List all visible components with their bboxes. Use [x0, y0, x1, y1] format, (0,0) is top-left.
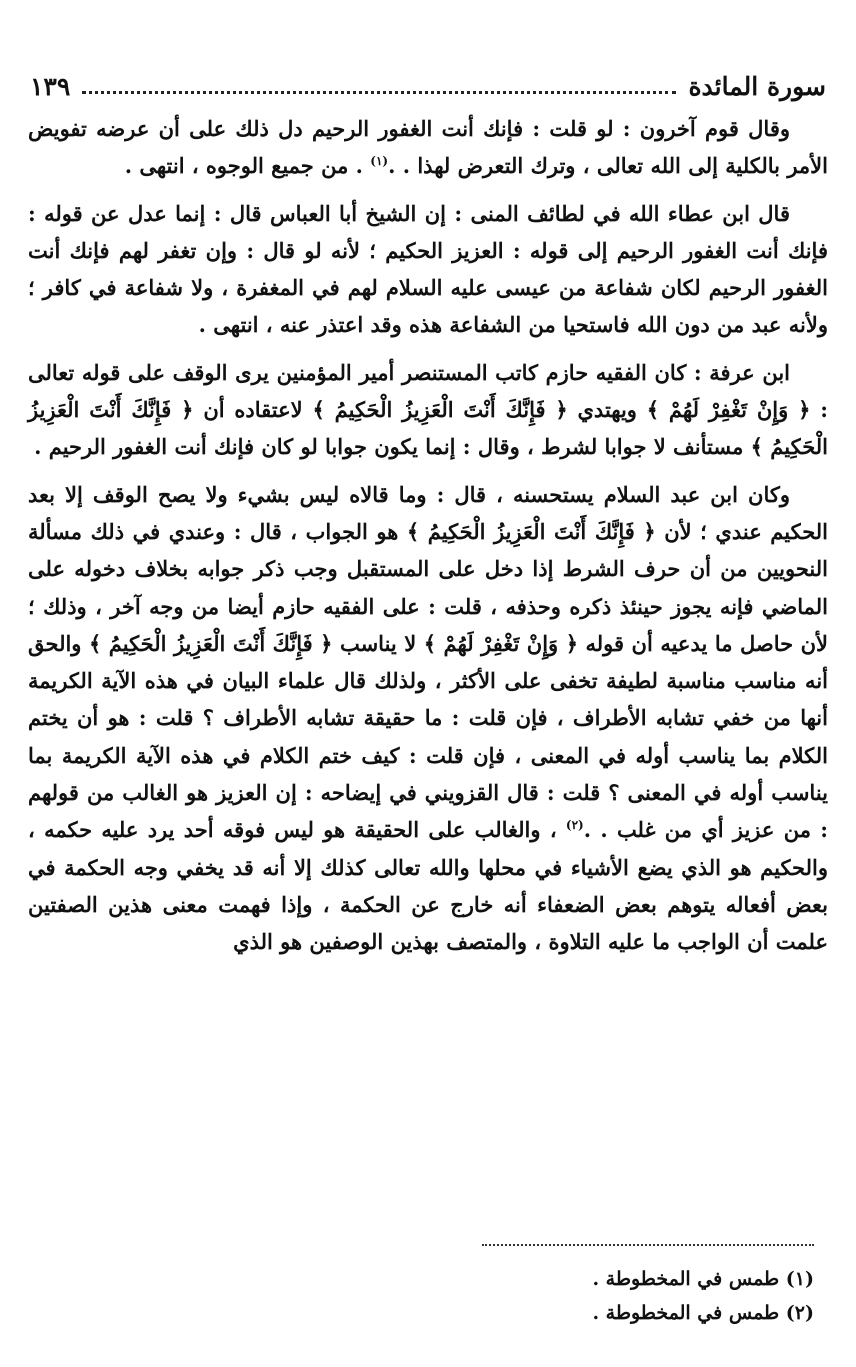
- paragraph-1-text: وقال قوم آخرون : لو قلت : فإنك أنت الغفور الرحيم دل ذلك على أن عرضه تفويض الأمر بالكلية إلى الله تعالى ، وترك التعرض لهذا . .: [28, 116, 828, 179]
- running-header: [30, 68, 826, 104]
- surah-title: سورة المائدة: [688, 71, 826, 101]
- footnote-ref-2: (٢): [565, 818, 584, 833]
- footnote-ref-1: (١): [370, 154, 389, 169]
- footnotes: [42, 1262, 814, 1330]
- paragraph-4-text: وكان ابن عبد السلام يستحسنه ، قال : وما قالاه ليس بشيء ولا يصح الوقف إلا بعد الحكيم عندي ؛ لأن ﴿ فَإِنَّكَ أَنْتَ الْعَزِيزُ الْحَكِيمُ ﴾ هو الجواب ، قال : وعندي في ذلك مسألة النحويين من أن حرف الشرط إذا دخل على المستقبل وجب ذكر جوابه بخلاف دخوله على الماضي فإنه يجوز حينئذ ذكره وحذفه ، قلت : على الفقيه حازم أيضا من وجه آخر ، وذلك ؛ لأن حاصل ما يدعيه أن قوله ﴿ وَإِنْ تَغْفِرْ لَهُمْ ﴾ لا يناسب ﴿ فَإِنَّكَ أَنْتَ الْعَزِيزُ الْحَكِيمُ ﴾ والحق أنه مناسب مناسبة لطيفة تخفى على الأكثر ، ولذلك قال علماء البيان في هذه الآية الكريمة أنها من خفي تشابه الأطراف ، فإن قلت : ما حقيقة تشابه الأطراف ؟ قلت : هو أن يختم الكلام بما يناسب أوله في المعنى ، فإن قلت : كيف ختم الكلام في هذه الآية الكريمة بما يناسب أوله في المعنى ؟ قلت : قال القزويني في إيضاحه : إن العزيز هو الغالب من قولهم : من عزيز أي من غلب . .: [28, 481, 828, 843]
- paragraph-1-text-cont: . من جميع الوجوه ، انتهى .: [124, 153, 363, 179]
- paragraph-4: [28, 476, 828, 961]
- footnote-divider: [482, 1244, 814, 1246]
- footnote-1: (١) طمس في المخطوطة .: [592, 1268, 814, 1290]
- page-number: ١٣٩: [30, 71, 71, 101]
- main-text: [28, 110, 828, 971]
- header-dot-leader: [82, 91, 676, 94]
- paragraph-3: ابن عرفة : كان الفقيه حازم كاتب المستنصر أمير المؤمنين يرى الوقف على قوله تعالى : ﴿ وَإِنْ تَغْفِرْ لَهُمْ ﴾ ويهتدي ﴿ فَإِنَّكَ أَنْتَ الْعَزِيزُ الْحَكِيمُ ﴾ لاعتقاده أن ﴿ فَإِنَّكَ أَنْتَ الْعَزِيزُ الْحَكِيمُ ﴾ مستأنف لا جوابا لشرط ، وقال : إنما يكون جوابا لو كان فإنك أنت الغفور الرحيم .: [28, 359, 828, 460]
- footnote-2: (٢) طمس في المخطوطة .: [592, 1302, 814, 1324]
- paragraph-4-text-cont: ، والغالب على الحقيقة هو ليس فوقه أحد يرد عليه حكمه ، والحكيم هو الذي يضع الأشياء في محلها والله تعالى كذلك إلا أنه قد يخفي وجه الحكمة في بعض أفعاله يتوهم بعض الضعفاء أنه خارج عن الحكمة ، وإذا فهمت معنى هذين الصفتين علمت أن الواجب ما عليه التلاوة ، والمتصف بهذين الوصفين هو الذي: [28, 817, 828, 955]
- paragraph-1: [28, 110, 828, 185]
- paragraph-2: قال ابن عطاء الله في لطائف المنى : إن الشيخ أبا العباس قال : إنما عدل عن قوله : فإنك أنت الغفور الرحيم إلى قوله : العزيز الحكيم ؛ لأنه لو قال : وإن تغفر لهم فإنك أنت الغفور الرحيم لكان شفاعة من عيسى عليه السلام لهم في المغفرة ، ولا شفاعة في كافر ؛ ولأنه عبد من دون الله فاستحيا من الشفاعة هذه وقد اعتذر عنه ، انتهى .: [28, 200, 828, 338]
